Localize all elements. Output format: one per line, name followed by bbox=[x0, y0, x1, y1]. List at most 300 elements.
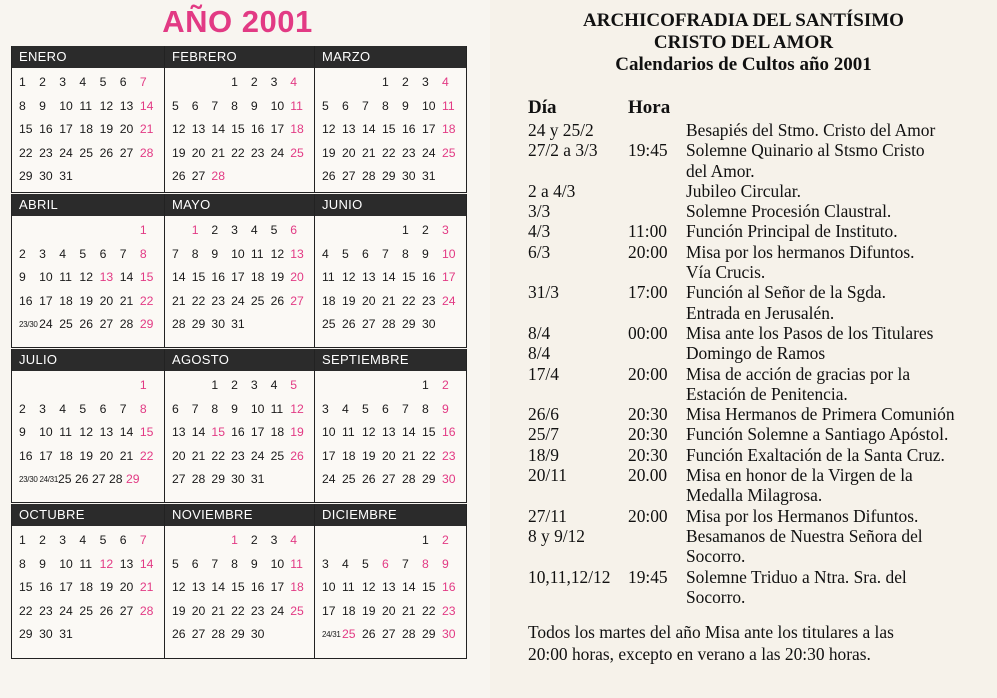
day-cell: 23 bbox=[402, 145, 416, 160]
day-cell: 22 bbox=[19, 603, 33, 618]
day-cell: 25 bbox=[79, 603, 93, 618]
day-cell: 16 bbox=[442, 580, 456, 594]
day-cell: 5 bbox=[79, 401, 87, 416]
day-cell: 23 bbox=[442, 603, 456, 618]
day-cell bbox=[271, 623, 291, 647]
day-cell: 17 bbox=[250, 425, 265, 439]
day-cell: 19 bbox=[172, 603, 186, 618]
week-row bbox=[315, 553, 466, 577]
day-cell: 30 bbox=[422, 317, 436, 331]
event-description: Función al Señor de la Sgda. bbox=[686, 282, 886, 303]
event-description: del Amor. bbox=[686, 160, 755, 181]
day-cell: 10 bbox=[322, 580, 336, 594]
day-cell: 11 bbox=[59, 270, 72, 284]
event-date: 3/3 bbox=[528, 201, 551, 222]
day-cell bbox=[251, 313, 271, 337]
week-row bbox=[165, 118, 314, 142]
day-cell bbox=[442, 165, 462, 189]
week-row bbox=[315, 266, 466, 290]
day-cell: 26 bbox=[172, 627, 186, 641]
day-cell: 27 bbox=[119, 145, 134, 160]
day-cell: 24/31 bbox=[322, 630, 341, 639]
day-cell: 3 bbox=[322, 401, 329, 416]
day-cell: 29 bbox=[402, 317, 416, 331]
day-cell: 14 bbox=[172, 270, 186, 284]
day-cell: 29 bbox=[139, 317, 154, 331]
day-cell: 5 bbox=[172, 98, 179, 113]
day-cell: 7 bbox=[172, 246, 179, 261]
day-cell: 10 bbox=[422, 98, 436, 113]
day-cell: 30 bbox=[250, 627, 265, 641]
month-diciembre bbox=[314, 504, 467, 659]
day-cell bbox=[19, 374, 39, 398]
day-cell: 18 bbox=[290, 580, 304, 594]
day-cell bbox=[382, 219, 402, 243]
month-febrero bbox=[164, 46, 314, 193]
day-cell: 8 bbox=[211, 401, 219, 416]
day-cell: 4 bbox=[79, 75, 87, 89]
event-continuation bbox=[528, 384, 997, 404]
day-cell: 26 bbox=[79, 317, 93, 331]
event-date: 2 a 4/3 bbox=[528, 180, 576, 201]
day-cell: 11 bbox=[79, 98, 93, 113]
day-cell: 13 bbox=[382, 425, 396, 439]
week-row bbox=[12, 468, 164, 492]
day-cell: 11 bbox=[322, 270, 335, 284]
day-cell: 15 bbox=[402, 270, 416, 284]
day-cell: 17 bbox=[422, 122, 436, 136]
day-cell: 30 bbox=[211, 317, 225, 331]
day-cell: 4 bbox=[59, 401, 67, 416]
day-cell: 29 bbox=[422, 627, 436, 641]
day-cell: 23/30 bbox=[19, 320, 38, 329]
day-cell: 25 bbox=[250, 293, 265, 308]
event-continuation bbox=[528, 303, 997, 323]
day-cell: 19 bbox=[342, 293, 356, 308]
event-time: 19:45 bbox=[628, 566, 668, 587]
day-cell: 24 bbox=[270, 603, 285, 618]
day-cell bbox=[59, 374, 79, 398]
month-weeks bbox=[12, 68, 164, 189]
day-cell: 12 bbox=[342, 270, 356, 284]
month-marzo bbox=[314, 46, 467, 193]
day-cell: 25 bbox=[57, 472, 72, 486]
day-cell: 13 bbox=[119, 556, 134, 571]
day-cell: 11 bbox=[290, 556, 303, 571]
event-description: Misa por los hermanos Difuntos. bbox=[686, 241, 915, 262]
day-cell: 28 bbox=[402, 472, 416, 486]
day-cell: 9 bbox=[19, 425, 26, 439]
day-cell: 4 bbox=[290, 75, 298, 89]
event-date: 31/3 bbox=[528, 282, 559, 303]
day-cell bbox=[172, 374, 192, 398]
day-cell: 6 bbox=[382, 401, 389, 416]
day-cell: 14 bbox=[191, 425, 206, 439]
week-row bbox=[315, 118, 466, 142]
day-cell: 4 bbox=[59, 246, 67, 261]
month-weeks bbox=[315, 526, 466, 647]
day-cell: 5 bbox=[342, 246, 349, 261]
day-cell: 12 bbox=[79, 425, 93, 439]
event-time: 20:30 bbox=[628, 444, 668, 465]
day-cell: 9 bbox=[250, 98, 258, 113]
day-cell: 16 bbox=[19, 293, 33, 308]
day-cell: 22 bbox=[422, 603, 436, 618]
month-junio bbox=[314, 194, 467, 348]
day-cell: 25 bbox=[290, 603, 304, 618]
day-cell: 21 bbox=[402, 448, 416, 463]
footer-note bbox=[528, 621, 988, 665]
day-cell: 25 bbox=[290, 145, 304, 160]
day-cell bbox=[19, 219, 39, 243]
day-cell: 18 bbox=[342, 603, 356, 618]
day-cell bbox=[140, 623, 160, 647]
day-cell: 6 bbox=[191, 556, 199, 571]
week-row bbox=[165, 374, 314, 398]
day-cell: 8 bbox=[231, 98, 238, 113]
day-cell: 2 bbox=[19, 246, 26, 261]
week-row bbox=[12, 421, 164, 445]
day-cell bbox=[100, 219, 120, 243]
day-cell: 22 bbox=[422, 448, 436, 463]
day-cell: 21 bbox=[362, 145, 376, 160]
day-cell: 8 bbox=[422, 401, 429, 416]
day-cell: 22 bbox=[231, 603, 245, 618]
day-cell: 17 bbox=[270, 580, 285, 594]
day-cell bbox=[342, 219, 362, 243]
event-row bbox=[528, 424, 997, 444]
day-cell: 5 bbox=[362, 556, 369, 571]
day-cell: 31 bbox=[59, 169, 73, 183]
event-time: 20:30 bbox=[628, 404, 668, 425]
day-cell: 7 bbox=[402, 401, 409, 416]
week-row bbox=[12, 398, 164, 422]
week-row bbox=[165, 529, 314, 553]
day-cell bbox=[172, 529, 192, 553]
day-cell: 15 bbox=[231, 122, 245, 136]
day-cell: 19 bbox=[99, 580, 114, 594]
day-cell: 7 bbox=[139, 75, 147, 89]
day-cell: 1 bbox=[191, 223, 199, 237]
day-cell: 20 bbox=[382, 448, 396, 463]
day-cell: 16 bbox=[402, 122, 416, 136]
day-cell: 30 bbox=[442, 627, 456, 641]
day-cell: 26 bbox=[172, 169, 186, 183]
week-row bbox=[12, 95, 164, 119]
event-date: 6/3 bbox=[528, 241, 551, 262]
day-cell: 2 bbox=[422, 223, 429, 237]
day-cell: 19 bbox=[270, 270, 285, 284]
day-cell: 29 bbox=[125, 472, 140, 486]
day-cell: 28 bbox=[211, 627, 225, 641]
day-cell bbox=[271, 313, 291, 337]
events-list bbox=[528, 120, 997, 607]
event-date: 18/9 bbox=[528, 444, 559, 465]
day-cell: 27 bbox=[382, 472, 396, 486]
day-cell bbox=[39, 374, 59, 398]
day-cell bbox=[211, 529, 231, 553]
month-weeks bbox=[315, 68, 466, 189]
day-cell: 17 bbox=[59, 122, 73, 136]
event-row bbox=[528, 506, 997, 526]
week-row bbox=[165, 71, 314, 95]
day-cell: 22 bbox=[211, 448, 225, 463]
day-cell: 18 bbox=[79, 580, 93, 594]
day-cell: 12 bbox=[362, 425, 376, 439]
month-name: MARZO bbox=[315, 46, 466, 68]
day-cell: 7 bbox=[362, 98, 369, 113]
day-cell bbox=[143, 468, 160, 492]
day-cell: 21 bbox=[139, 580, 154, 594]
day-cell: 23 bbox=[231, 448, 245, 463]
month-enero bbox=[11, 46, 164, 193]
day-cell: 3 bbox=[422, 75, 429, 89]
event-description: Solemne Triduo a Ntra. Sra. del bbox=[686, 566, 907, 587]
day-cell: 29 bbox=[422, 472, 436, 486]
day-cell: 5 bbox=[270, 223, 278, 237]
day-cell: 12 bbox=[172, 580, 186, 594]
week-row bbox=[315, 374, 466, 398]
day-cell: 3 bbox=[270, 75, 278, 89]
week-row bbox=[315, 576, 466, 600]
day-cell: 10 bbox=[270, 556, 285, 571]
day-cell: 12 bbox=[362, 580, 376, 594]
day-cell bbox=[59, 219, 79, 243]
day-cell: 16 bbox=[211, 270, 225, 284]
month-name: MAYO bbox=[165, 194, 314, 216]
day-cell: 23 bbox=[250, 603, 265, 618]
day-cell: 3 bbox=[59, 533, 67, 547]
day-cell: 22 bbox=[139, 448, 154, 463]
day-cell bbox=[342, 71, 362, 95]
day-cell: 6 bbox=[172, 401, 179, 416]
event-time: 20:30 bbox=[628, 424, 668, 445]
day-cell: 13 bbox=[119, 98, 134, 113]
day-cell: 30 bbox=[39, 627, 53, 641]
month-name: ABRIL bbox=[12, 194, 164, 216]
day-cell: 1 bbox=[422, 378, 429, 392]
day-cell bbox=[362, 71, 382, 95]
event-date: 26/6 bbox=[528, 404, 559, 425]
day-cell: 14 bbox=[139, 98, 154, 113]
day-cell: 2 bbox=[231, 378, 238, 392]
event-description: Función Exaltación de la Santa Cruz. bbox=[686, 444, 945, 465]
day-cell: 27 bbox=[342, 169, 356, 183]
week-row bbox=[315, 290, 466, 314]
event-description: Besapiés del Stmo. Cristo del Amor bbox=[686, 120, 936, 140]
event-date: 8 y 9/12 bbox=[528, 525, 586, 546]
day-cell: 5 bbox=[172, 556, 179, 571]
day-cell: 11 bbox=[270, 401, 284, 416]
day-cell: 7 bbox=[402, 556, 409, 571]
day-cell: 20 bbox=[362, 293, 376, 308]
footer-line-2: 20:00 horas, excepto en verano a las 20:30 horas. bbox=[528, 644, 871, 664]
day-cell: 13 bbox=[342, 122, 356, 136]
month-name: NOVIEMBRE bbox=[165, 504, 314, 526]
day-cell: 7 bbox=[119, 401, 127, 416]
day-cell: 12 bbox=[322, 122, 336, 136]
footer-line-1: Todos los martes del año Misa ante los titulares a las bbox=[528, 622, 894, 642]
day-cell bbox=[290, 313, 310, 337]
day-cell: 9 bbox=[39, 98, 46, 113]
week-row bbox=[165, 243, 314, 267]
day-cell: 28 bbox=[362, 169, 376, 183]
day-cell: 28 bbox=[211, 169, 225, 183]
day-cell bbox=[100, 374, 120, 398]
day-cell: 27 bbox=[172, 472, 186, 486]
event-description: Estación de Penitencia. bbox=[686, 383, 848, 404]
day-cell bbox=[271, 165, 291, 189]
day-cell: 9 bbox=[231, 401, 238, 416]
day-cell bbox=[322, 219, 342, 243]
day-cell: 25 bbox=[442, 145, 456, 160]
day-cell bbox=[342, 374, 362, 398]
day-cell: 11 bbox=[442, 98, 455, 113]
day-cell: 26 bbox=[322, 169, 336, 183]
event-description: Besamanos de Nuestra Señora del bbox=[686, 525, 923, 546]
day-cell bbox=[192, 529, 212, 553]
day-cell: 13 bbox=[362, 270, 376, 284]
day-cell: 21 bbox=[119, 293, 134, 308]
day-cell: 8 bbox=[139, 401, 147, 416]
month-weeks bbox=[165, 371, 314, 492]
day-cell bbox=[271, 468, 291, 492]
day-cell: 8 bbox=[19, 98, 26, 113]
week-row bbox=[165, 445, 314, 469]
day-cell: 3 bbox=[39, 401, 46, 416]
day-cell: 8 bbox=[231, 556, 238, 571]
day-cell: 11 bbox=[342, 425, 355, 439]
day-cell: 19 bbox=[290, 425, 304, 439]
day-cell: 14 bbox=[362, 122, 376, 136]
day-cell: 13 bbox=[191, 122, 206, 136]
event-description: Medalla Milagrosa. bbox=[686, 485, 823, 506]
day-cell: 6 bbox=[290, 223, 298, 237]
event-row bbox=[528, 120, 997, 140]
day-cell: 22 bbox=[382, 145, 396, 160]
day-cell: 10 bbox=[39, 270, 53, 284]
day-cell: 27 bbox=[290, 293, 304, 308]
event-time: 20.00 bbox=[628, 465, 668, 486]
day-cell: 10 bbox=[250, 401, 265, 416]
event-date: 20/11 bbox=[528, 465, 567, 486]
month-name: OCTUBRE bbox=[12, 504, 164, 526]
day-cell: 26 bbox=[99, 603, 114, 618]
day-cell: 5 bbox=[322, 98, 329, 113]
month-name: DICIEMBRE bbox=[315, 504, 466, 526]
day-cell: 18 bbox=[290, 122, 304, 136]
event-description: Socorro. bbox=[686, 586, 746, 607]
day-cell: 31 bbox=[250, 472, 265, 486]
day-cell: 18 bbox=[59, 293, 73, 308]
day-cell: 3 bbox=[59, 75, 67, 89]
day-cell: 8 bbox=[422, 556, 429, 571]
day-cell: 20 bbox=[191, 603, 206, 618]
day-cell: 7 bbox=[139, 533, 147, 547]
day-cell: 23 bbox=[442, 448, 456, 463]
day-cell: 7 bbox=[211, 556, 219, 571]
day-cell: 20 bbox=[119, 122, 134, 136]
event-row bbox=[528, 343, 997, 363]
day-cell: 22 bbox=[191, 293, 206, 308]
week-row bbox=[165, 468, 314, 492]
day-cell: 17 bbox=[442, 270, 456, 284]
week-row bbox=[315, 600, 466, 624]
day-cell: 10 bbox=[270, 98, 285, 113]
day-cell: 23 bbox=[422, 293, 436, 308]
day-cell: 8 bbox=[139, 246, 147, 261]
day-cell: 8 bbox=[402, 246, 409, 261]
calendar-grid bbox=[11, 46, 467, 660]
day-cell: 7 bbox=[382, 246, 389, 261]
day-cell: 2 bbox=[250, 75, 258, 89]
day-cell bbox=[322, 374, 342, 398]
day-cell: 26 bbox=[362, 472, 376, 486]
day-cell: 10 bbox=[59, 98, 73, 113]
day-cell bbox=[172, 219, 192, 243]
day-cell: 17 bbox=[39, 293, 53, 308]
day-cell: 21 bbox=[139, 122, 154, 136]
day-cell: 4 bbox=[342, 401, 349, 416]
event-row bbox=[528, 404, 997, 424]
day-cell: 16 bbox=[250, 122, 265, 136]
day-cell: 31 bbox=[59, 627, 73, 641]
week-row bbox=[12, 313, 164, 337]
day-cell: 6 bbox=[191, 98, 199, 113]
month-weeks bbox=[12, 216, 164, 337]
day-cell bbox=[342, 529, 362, 553]
day-cell: 11 bbox=[342, 580, 355, 594]
week-row bbox=[165, 266, 314, 290]
week-row bbox=[12, 445, 164, 469]
day-cell: 23 bbox=[211, 293, 225, 308]
event-description: Misa de acción de gracias por la bbox=[686, 363, 911, 384]
week-row bbox=[12, 290, 164, 314]
day-cell: 24 bbox=[250, 448, 265, 463]
day-cell: 15 bbox=[422, 580, 436, 594]
day-cell: 17 bbox=[322, 448, 336, 463]
day-cell: 6 bbox=[119, 75, 127, 89]
day-cell: 1 bbox=[422, 533, 429, 547]
week-row bbox=[315, 219, 466, 243]
event-date: 27/2 a 3/3 bbox=[528, 140, 598, 161]
day-cell: 18 bbox=[342, 448, 356, 463]
day-cell: 14 bbox=[211, 122, 225, 136]
month-agosto bbox=[164, 349, 314, 503]
day-cell: 26 bbox=[342, 317, 356, 331]
day-cell: 4 bbox=[322, 246, 329, 261]
week-row bbox=[12, 576, 164, 600]
week-row bbox=[315, 468, 466, 492]
day-cell: 10 bbox=[59, 556, 73, 571]
month-weeks bbox=[315, 216, 466, 337]
day-cell: 28 bbox=[139, 603, 154, 618]
day-cell: 16 bbox=[422, 270, 436, 284]
day-cell: 1 bbox=[402, 223, 409, 237]
week-row bbox=[12, 623, 164, 647]
week-row bbox=[12, 142, 164, 166]
day-cell: 21 bbox=[191, 448, 206, 463]
day-cell: 26 bbox=[270, 293, 285, 308]
day-cell: 9 bbox=[402, 98, 409, 113]
month-name: JULIO bbox=[12, 349, 164, 371]
day-cell: 27 bbox=[119, 603, 134, 618]
day-cell: 22 bbox=[231, 145, 245, 160]
week-row bbox=[165, 95, 314, 119]
day-cell: 22 bbox=[139, 293, 154, 308]
day-cell bbox=[322, 71, 342, 95]
event-description: Misa en honor de la Virgen de la bbox=[686, 465, 913, 486]
